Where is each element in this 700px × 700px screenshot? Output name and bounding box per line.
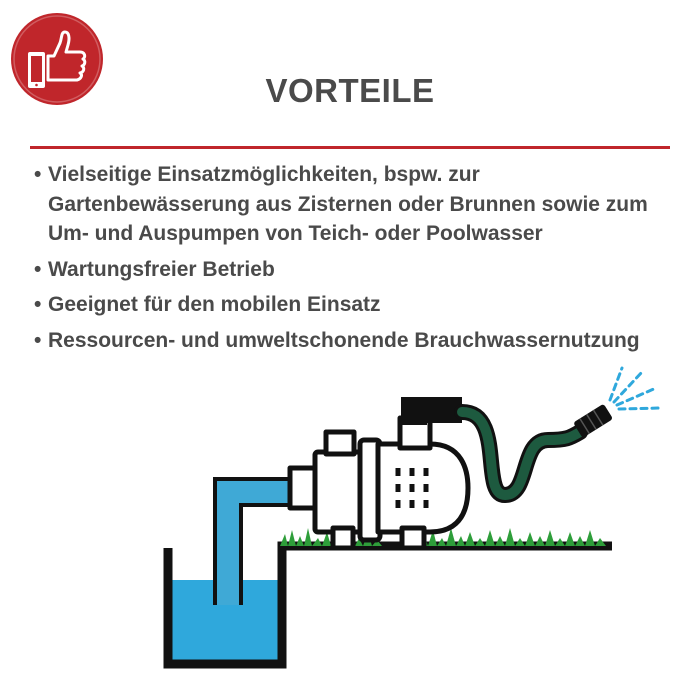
list-item: • Ressourcen- und umweltschonende Brauchwassernutzung: [34, 326, 674, 356]
page-title: VORTEILE: [265, 72, 435, 109]
pump-icon: [290, 418, 468, 548]
list-item: • Vielseitige Einsatzmöglichkeiten, bspw. zur Gartenbewässerung aus Zisternen oder Brunnen sowie zum Um- und Auspumpen von Teich- oder Poolwasser: [34, 160, 674, 249]
list-item: • Wartungsfreier Betrieb: [34, 255, 674, 285]
water-spray-icon: [610, 368, 660, 409]
list-item: • Geeignet für den mobilen Einsatz: [34, 290, 674, 320]
